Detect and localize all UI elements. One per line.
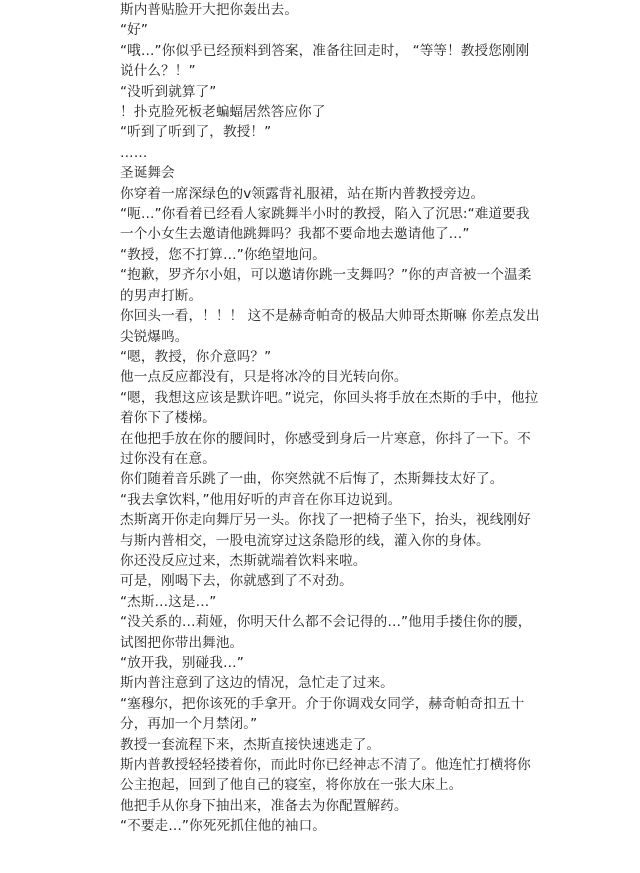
paragraph: 在他把手放在你的腰间时，你感受到身后一片寒意，你抖了一下。不过你没有在意。 <box>120 430 531 467</box>
paragraph: “没听到就算了” <box>120 83 217 100</box>
paragraph: “塞穆尔，把你该死的手拿开。介于你调戏女同学，赫奇帕奇扣五十分，再加一个月禁闭。” <box>120 695 525 733</box>
paragraph: “嗯，我想这应该是默许吧。”说完，你回头将手放在杰斯的手中，他拉着你下了楼梯。 <box>120 389 539 427</box>
paragraph: 斯内普注意到了这边的情况，急忙走了过来。 <box>120 675 394 692</box>
paragraph: “不要走…”你死死抓住他的袖口。 <box>120 818 326 835</box>
paragraph: “我去拿饮料，”他用好听的声音在你耳边说到。 <box>120 491 402 508</box>
paragraph: “听到了听到了，教授！” <box>120 124 272 141</box>
paragraph: “嗯，教授，你介意吗？” <box>120 348 272 365</box>
paragraph: “好” <box>120 22 148 39</box>
paragraph: 你们随着音乐跳了一曲，你突然就不后悔了，杰斯舞技太好了。 <box>120 471 504 488</box>
paragraph: 斯内普教授轻轻搂着你，而此时你已经神志不清了。他连忙打横将你公主抱起，回到了他自己的寝室，将你放在一张大床上。 <box>120 757 531 794</box>
paragraph: “呃…”你看着已经看人家跳舞半小时的教授，陷入了沉思:“难道要我一个小女生去邀请他跳舞吗？我都不要命地去邀请他了…” <box>120 206 530 243</box>
paragraph: “教授，您不打算…”你绝望地问。 <box>120 246 326 263</box>
paragraph: 他把手从你身下抽出来，准备去为你配置解药。 <box>120 797 408 814</box>
paragraph: 杰斯离开你走向舞厅另一头。你找了一把椅子坐下，抬头，视线刚好与斯内普相交，一股电流穿过这条隐形的线，灌入你的身体。 <box>120 512 531 549</box>
paragraph: “没关系的…莉娅，你明天什么都不会记得的…”他用手搂住你的腰，试图把你带出舞池。 <box>120 614 532 651</box>
paragraph: 可是，刚喝下去，你就感到了不对劲。 <box>120 573 353 590</box>
paragraph: 斯内普贴脸开大把你轰出去。 <box>120 2 299 18</box>
paragraph: “杰斯…这是…” <box>120 593 217 610</box>
paragraph: “抱歉，罗齐尔小姐，可以邀请你跳一支舞吗？”你的声音被一个温柔的男声打断。 <box>120 267 532 304</box>
paragraph: 他一点反应都没有，只是将冰冷的目光转向你。 <box>120 369 408 386</box>
paragraph: ！扑克脸死板老蝙蝠居然答应你了 <box>120 104 326 121</box>
paragraph: …… <box>120 144 148 161</box>
paragraph: “哦…”你似乎已经预料到答案，准备往回走时， “等等！教授您刚刚说什么？！” <box>120 42 530 80</box>
paragraph: 你穿着一席深绿色的v领露背礼服裙，站在斯内普教授旁边。 <box>120 185 485 202</box>
paragraph: 教授一套流程下来，杰斯直接快速逃走了。 <box>120 736 381 753</box>
paragraph: 你回头一看，！！！ 这不是赫奇帕奇的极品大帅哥杰斯嘛 你差点发出尖锐爆鸣。 <box>120 308 540 345</box>
paragraph: “放开我，别碰我…” <box>120 655 244 671</box>
paragraph: 你还没反应过来，杰斯就端着饮料来啦。 <box>120 552 367 569</box>
section-heading: 圣诞舞会 <box>120 165 175 182</box>
